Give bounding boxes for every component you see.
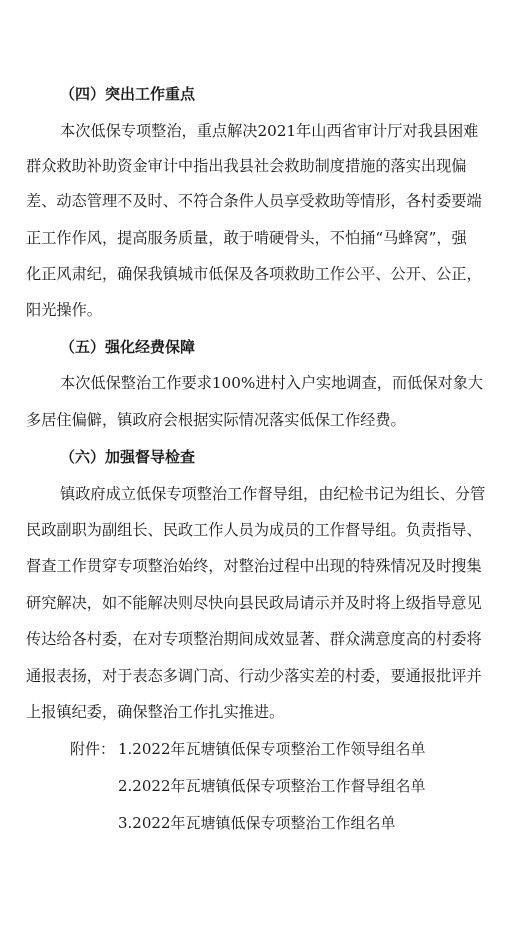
attachment-item: 2.2022年瓦塘镇低保专项整治工作督导组名单 (118, 777, 426, 795)
paragraph-line: 化正风肃纪，确保我镇城市低保及各项救助工作公平、公开、公正， (26, 265, 482, 283)
paragraph-line: 传达给各村委，在对专项整治期间成效显著、群众满意度高的村委将 (26, 630, 482, 648)
paragraph-line: 研究解决，如不能解决则尽快向县民政局请示并及时将上级指导意见 (26, 594, 482, 612)
attachment-item: 1.2022年瓦塘镇低保专项整治工作领导组名单 (118, 740, 426, 758)
paragraph-line: 镇政府成立低保专项整治工作督导组，由纪检书记为组长、分管 (60, 485, 486, 503)
paragraph-line: 本次低保专项整治，重点解决2021年山西省审计厅对我县困难 (60, 122, 479, 140)
paragraph-line: 正工作作风，提高服务质量，敢于啃硬骨头，不怕捅“马蜂窝”，强 (26, 229, 467, 247)
paragraph-line: 多居住偏僻，镇政府会根据实际情况落实低保工作经费。 (26, 411, 406, 429)
attachments-label: 附件： (70, 740, 116, 758)
paragraph-line: 上报镇纪委，确保整治工作扎实推进。 (26, 703, 285, 721)
attachment-item: 3.2022年瓦塘镇低保专项整治工作组名单 (118, 814, 396, 832)
section-heading-6: （六）加强督导检查 (60, 448, 196, 466)
paragraph-line: 民政副职为副组长、民政工作人员为成员的工作督导组。负责指导、 (26, 521, 482, 539)
section-heading-4: （四）突出工作重点 (60, 85, 196, 103)
paragraph-line: 督查工作贯穿专项整治始终，对整治过程中出现的特殊情况及时搜集 (26, 557, 482, 575)
paragraph-line: 群众救助补助资金审计中指出我县社会救助制度措施的落实出现偏 (26, 157, 467, 175)
paragraph-line: 差、动态管理不及时、不符合条件人员享受救助等情形，各村委要端 (26, 192, 482, 210)
paragraph-line: 通报表扬，对于表态多调门高、行动少落实差的村委，要通报批评并 (26, 667, 482, 685)
paragraph-line: 本次低保整治工作要求100%进村入户实地调查，而低保对象大 (60, 374, 484, 392)
paragraph-line: 阳光操作。 (26, 301, 102, 319)
section-heading-5: （五）强化经费保障 (60, 338, 196, 356)
